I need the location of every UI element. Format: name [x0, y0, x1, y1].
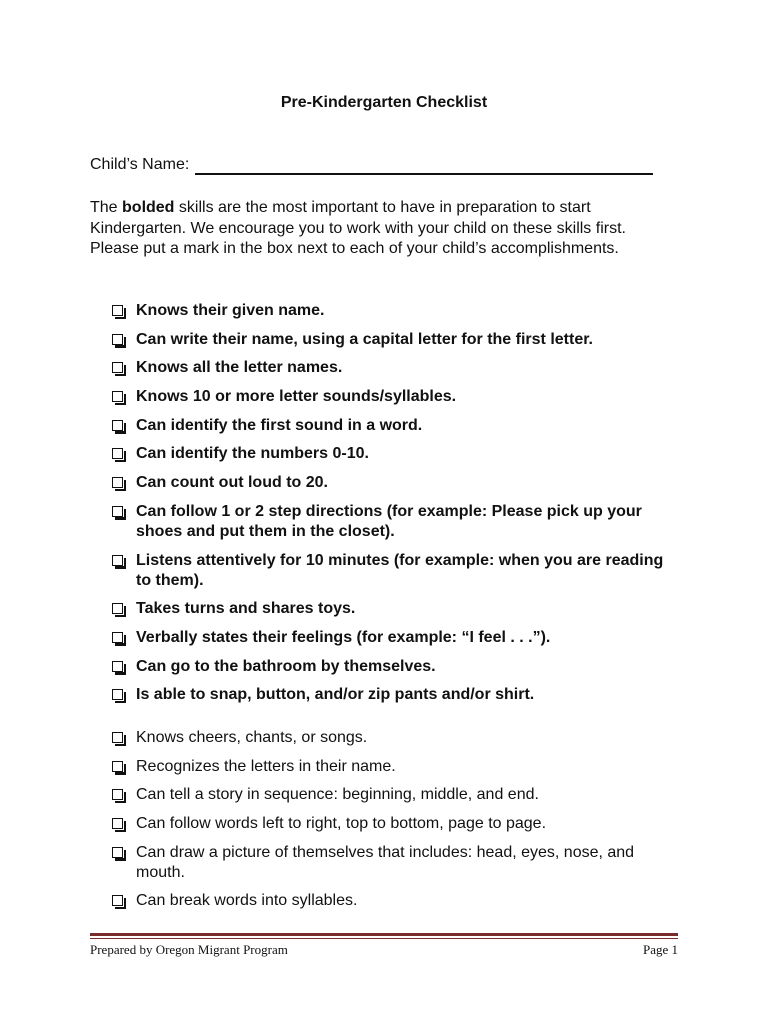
checklist-item [112, 843, 672, 883]
checklist-item [112, 628, 672, 648]
checklist-item [112, 330, 672, 350]
checklist-item [112, 301, 672, 321]
checklist-item [112, 891, 672, 911]
checkbox-icon[interactable] [112, 477, 123, 488]
checkbox-icon[interactable] [112, 818, 123, 829]
page-footer [90, 941, 678, 959]
checkbox-icon[interactable] [112, 761, 123, 772]
child-name-field[interactable] [195, 155, 653, 175]
checklist-item-label: Verbally states their feelings (for example: “I feel . . .”). [136, 628, 551, 646]
checkbox-icon[interactable] [112, 732, 123, 743]
intro-bold-word: bolded [122, 199, 175, 216]
footer-credit: Prepared by Oregon Migrant Program [90, 942, 288, 957]
checkbox-icon[interactable] [112, 689, 123, 700]
checklist-item [112, 657, 672, 677]
checklist-item-label: Can follow 1 or 2 step directions (for example: Please pick up your shoes and put them in the closet). [136, 502, 642, 540]
intro-paragraph [90, 198, 670, 260]
checklist-item-label: Can draw a picture of themselves that includes: head, eyes, nose, and mouth. [136, 843, 635, 881]
checkbox-icon[interactable] [112, 603, 123, 614]
checklist-item-label: Can tell a story in sequence: beginning, middle, and end. [136, 786, 539, 804]
checklist-item-label: Listens attentively for 10 minutes (for example: when you are reading to them). [136, 551, 664, 589]
child-name-label: Child’s Name: [90, 156, 190, 173]
checklist-item [112, 502, 672, 542]
checklist-item-label: Is able to snap, button, and/or zip pants and/or shirt. [136, 686, 535, 704]
checkbox-icon[interactable] [112, 506, 123, 517]
checklist-item-label: Knows 10 or more letter sounds/syllables. [136, 388, 457, 406]
checklist-item [112, 814, 672, 834]
checklist-item [112, 551, 672, 591]
checklist-item-label: Can identify the numbers 0-10. [136, 445, 369, 463]
checklist-item [112, 685, 672, 705]
checklist-item-label: Knows all the letter names. [136, 359, 343, 377]
checklist-item-label: Can count out loud to 20. [136, 474, 328, 492]
checklist-item [112, 785, 672, 805]
checklist-item-label: Can follow words left to right, top to bottom, page to page. [136, 815, 547, 833]
checkbox-icon[interactable] [112, 334, 123, 345]
other-skills-list [112, 728, 672, 920]
checkbox-icon[interactable] [112, 632, 123, 643]
checklist-item [112, 444, 672, 464]
checkbox-icon[interactable] [112, 420, 123, 431]
checklist-item-label: Can go to the bathroom by themselves. [136, 657, 436, 675]
page-number: Page 1 [642, 942, 678, 957]
checklist-item [112, 387, 672, 407]
page-title: Pre-Kindergarten Checklist [280, 94, 488, 111]
footer-divider [90, 933, 678, 936]
checkbox-icon[interactable] [112, 305, 123, 316]
checklist-item-label: Knows their given name. [136, 302, 325, 319]
checklist-item-label: Can identify the first sound in a word. [136, 416, 423, 434]
intro-prefix: The [90, 199, 123, 216]
checklist-item-label: Knows cheers, chants, or songs. [136, 729, 368, 746]
checklist-item [112, 728, 672, 748]
checkbox-icon[interactable] [112, 895, 123, 906]
checklist-item-label: Can write their name, using a capital letter for the first letter. [136, 330, 593, 348]
checkbox-icon[interactable] [112, 391, 123, 402]
checkbox-icon[interactable] [112, 661, 123, 672]
important-skills-list [112, 301, 672, 714]
checklist-item-label: Takes turns and shares toys. [136, 600, 356, 618]
checklist-item-label: Can break words into syllables. [136, 892, 358, 910]
checklist-item [112, 599, 672, 619]
checklist-item [112, 473, 672, 493]
checkbox-icon[interactable] [112, 555, 123, 566]
checkbox-icon[interactable] [112, 847, 123, 858]
checkbox-icon[interactable] [112, 362, 123, 373]
checklist-item [112, 416, 672, 436]
footer-divider-thin [90, 938, 678, 939]
checklist-item [112, 358, 672, 378]
child-name-row [90, 155, 670, 175]
intro-suffix: skills are the most important to have in preparation to start Kindergarten. We encourage you to work with your child on these skills first. Please put a mark in the box next to each of your child’s accomplishments. [90, 199, 626, 257]
checkbox-icon[interactable] [112, 789, 123, 800]
checkbox-icon[interactable] [112, 448, 123, 459]
checklist-item-label: Recognizes the letters in their name. [136, 757, 396, 775]
checklist-item [112, 757, 672, 777]
